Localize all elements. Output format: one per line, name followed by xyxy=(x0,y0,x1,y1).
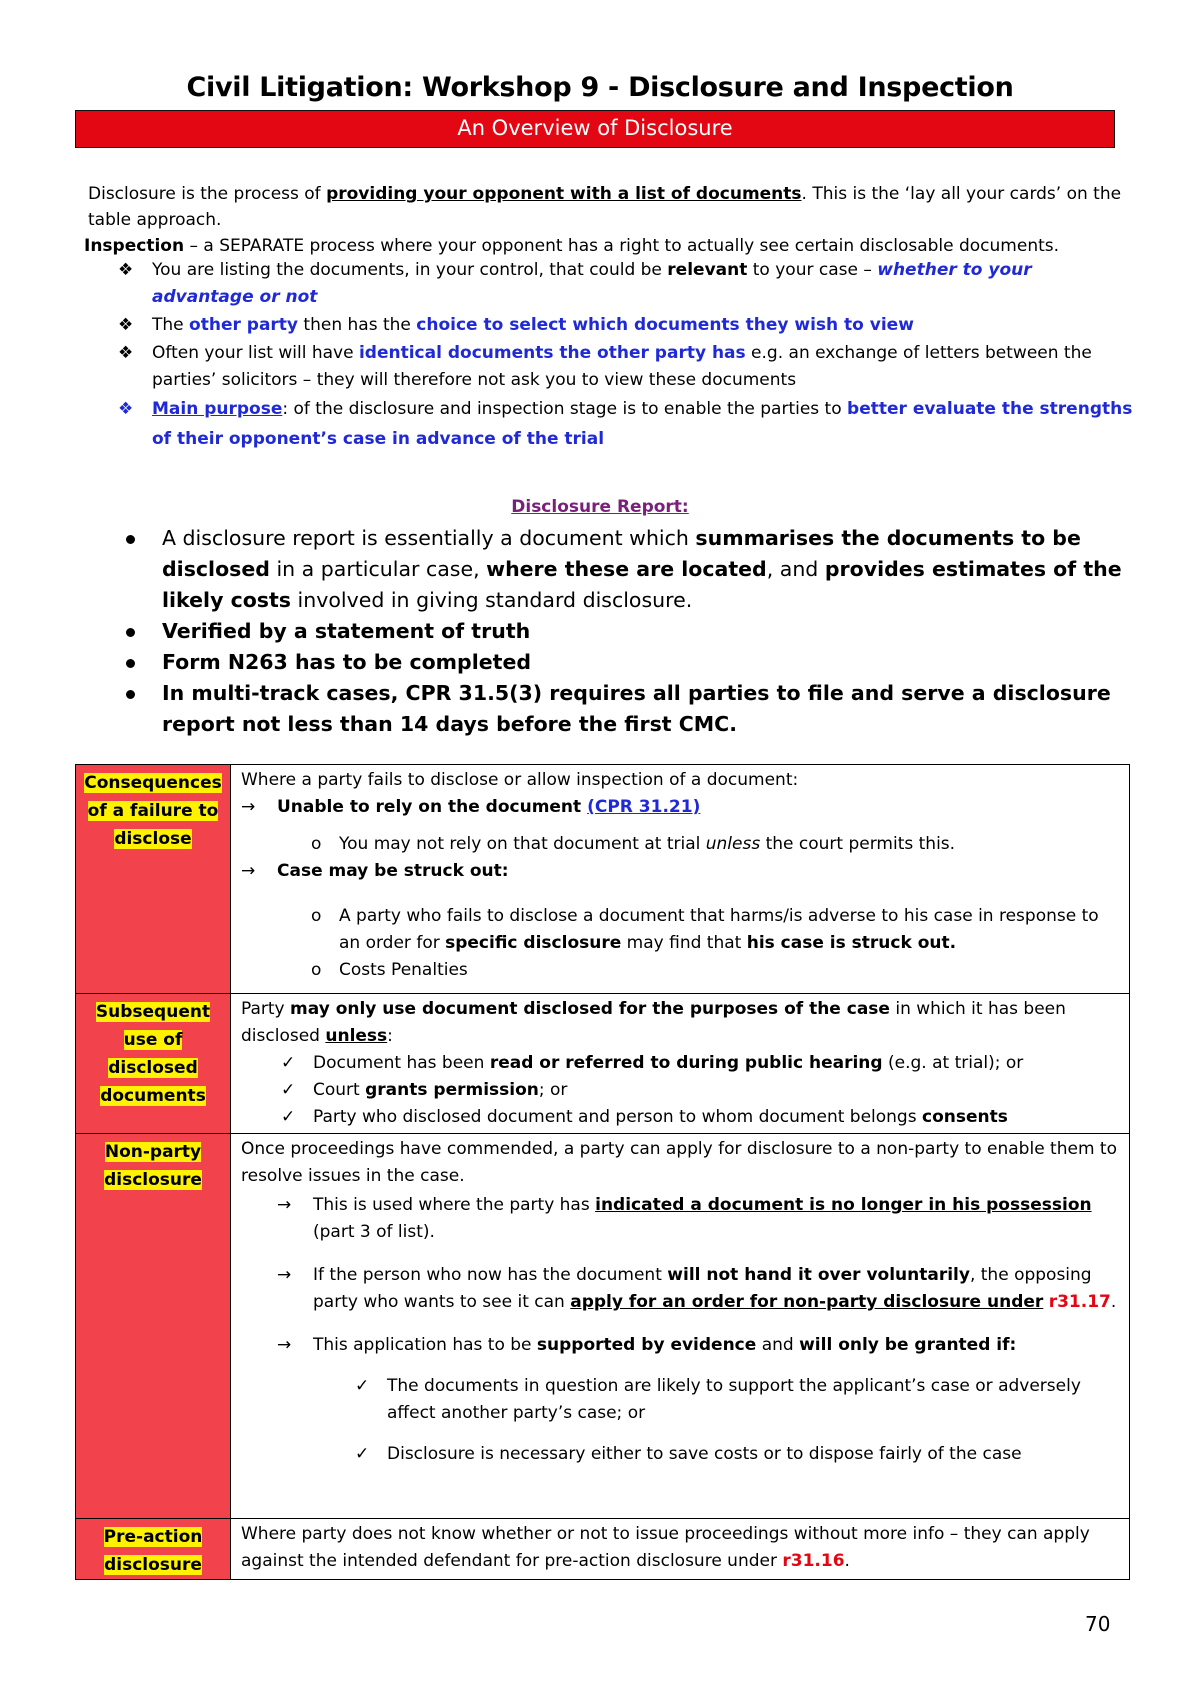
arrow-icon: → xyxy=(277,1265,292,1285)
list-item: ❖ Main purpose: of the disclosure and inspection stage is to enable the parties to better evaluate the strengths of their opponent’s case in advance of the trial xyxy=(88,394,1133,454)
page-title: Civil Litigation: Workshop 9 - Disclosure and Inspection xyxy=(186,72,1014,103)
intro-section xyxy=(84,181,1133,454)
list-item: ❖ The other party then has the choice to select which documents they wish to view xyxy=(88,311,1133,340)
bullet-dot-icon xyxy=(126,628,135,637)
circle-bullet-icon: o xyxy=(311,906,322,926)
cpr-31-21-link[interactable]: (CPR 31.21) xyxy=(587,797,701,817)
row-label-non-party: Non-party disclosure xyxy=(76,1134,231,1519)
bullet-dot-icon xyxy=(126,690,135,699)
arrow-icon: → xyxy=(277,1335,292,1355)
intro-paragraph-inspection: Inspection – a SEPARATE process where your opponent has a right to actually see certain disclosable documents. xyxy=(84,236,1060,256)
diamond-bullet-icon: ❖ xyxy=(118,260,134,280)
list-item: In multi-track cases, CPR 31.5(3) requires all parties to file and serve a disclosure report not less than 14 days before the first CMC. xyxy=(124,678,1134,740)
row-label-consequences: Consequences of a failure to disclose xyxy=(76,765,231,994)
arrow-icon: → xyxy=(241,797,256,817)
intro-bullet-list xyxy=(88,257,1133,454)
intro-paragraph-disclosure: Disclosure is the process of providing your opponent with a list of documents. This is the ‘lay all your cards’ on the table approach. xyxy=(88,184,1122,230)
row-content-consequences: Where a party fails to disclose or allow inspection of a document: → Unable to rely on the document (CPR 31.21) o You may not rely on that document at trial unless the court permits this. → Case may be struck out: o A party who fails to disclose a document that harms/is adverse to his case in response to an order for specific disclosure may find that his case is struck out. o Costs Penalties xyxy=(231,765,1130,994)
list-item: Verified by a statement of truth xyxy=(124,616,1134,647)
diamond-bullet-icon: ❖ xyxy=(118,343,134,363)
circle-bullet-icon: o xyxy=(311,960,322,980)
circle-bullet-icon: o xyxy=(311,834,322,854)
list-item: Form N263 has to be completed xyxy=(124,647,1134,678)
bullet-dot-icon xyxy=(126,535,135,544)
disclosure-report-list xyxy=(124,523,1134,740)
page-number: 70 xyxy=(1085,1612,1111,1636)
disclosure-table xyxy=(75,764,1130,1580)
arrow-icon: → xyxy=(277,1195,292,1215)
row-content-pre-action: Where party does not know whether or not to issue proceedings without more info – they can apply against the intended defendant for pre-action disclosure under r31.16. xyxy=(231,1519,1130,1580)
row-content-subsequent-use: Party may only use document disclosed for the purposes of the case in which it has been disclosed unless: ✓ Document has been read or referred to during public hearing (e.g. at trial); or ✓ Court grants permission; or ✓ Party who disclosed document and person to whom document belongs consents xyxy=(231,994,1130,1134)
list-item: ❖ You are listing the documents, in your control, that could be relevant to your case – whether to your advantage or not xyxy=(88,257,1133,311)
checkmark-icon: ✓ xyxy=(355,1376,370,1396)
checkmark-icon: ✓ xyxy=(281,1107,296,1127)
list-item: ❖ Often your list will have identical documents the other party has e.g. an exchange of letters between the parties’ solicitors – they will therefore not ask you to view these documents xyxy=(88,340,1133,394)
row-label-subsequent-use: Subsequent use of disclosed documents xyxy=(76,994,231,1134)
checkmark-icon: ✓ xyxy=(281,1080,296,1100)
diamond-bullet-icon: ❖ xyxy=(118,399,134,419)
section-banner: An Overview of Disclosure xyxy=(75,110,1115,148)
row-label-pre-action: Pre-action disclosure xyxy=(76,1519,231,1580)
bullet-dot-icon xyxy=(126,659,135,668)
row-content-non-party: Once proceedings have commended, a party can apply for disclosure to a non-party to enable them to resolve issues in the case. → This is used where the party has indicated a document is no longer in his possession (part 3 of list). → If the person who now has the document will not hand it over voluntarily, the opposing party who wants to see it can apply for an order for non-party disclosure under r31.17. → This application has to be supported by evidence and will only be granted if: ✓ The documents in question are likely to support the applicant’s case or adversely affect another party’s case; or ✓ Disclosure is necessary either to save costs or to dispose fairly of the case xyxy=(231,1134,1130,1519)
diamond-bullet-icon: ❖ xyxy=(118,315,134,335)
arrow-icon: → xyxy=(241,861,256,881)
disclosure-report-heading: Disclosure Report: xyxy=(511,497,689,517)
table-row xyxy=(76,994,1130,1134)
checkmark-icon: ✓ xyxy=(355,1444,370,1464)
table-row xyxy=(76,1134,1130,1519)
checkmark-icon: ✓ xyxy=(281,1053,296,1073)
table-row xyxy=(76,765,1130,994)
list-item: A disclosure report is essentially a document which summarises the documents to be disclosed in a particular case, where these are located, and provides estimates of the likely costs involved in giving standard disclosure. xyxy=(124,523,1134,616)
table-row xyxy=(76,1519,1130,1580)
